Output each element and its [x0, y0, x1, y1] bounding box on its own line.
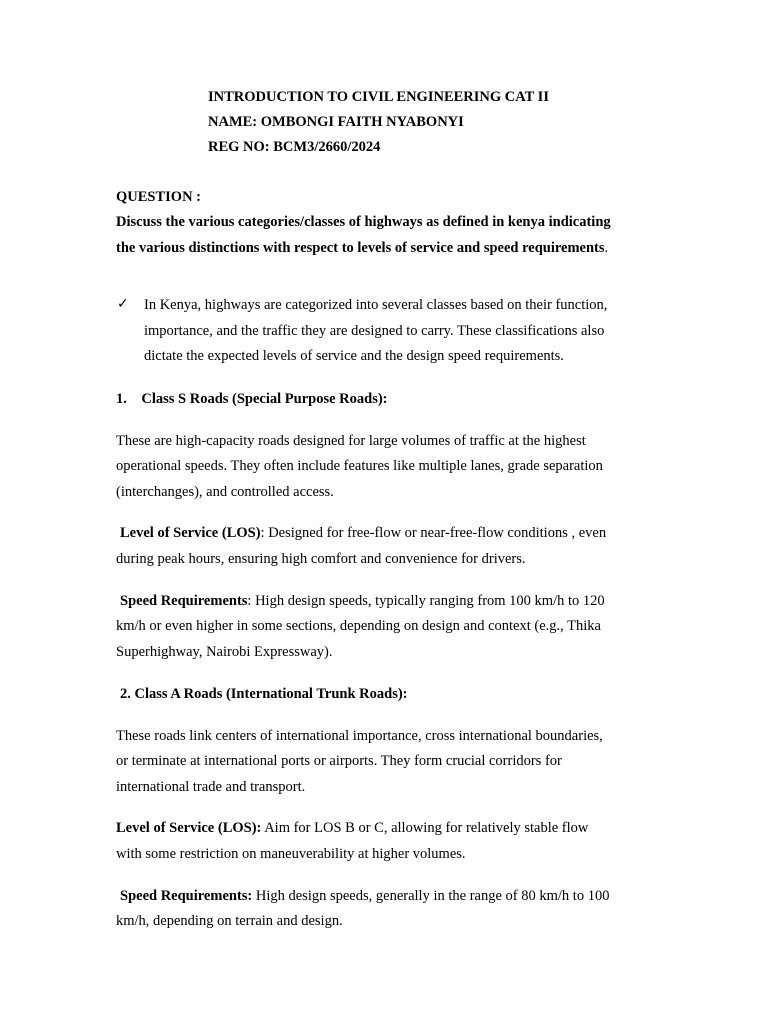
class-s-heading: 1. Class S Roads (Special Purpose Roads): — [116, 391, 388, 407]
class-a-speed-line-2: km/h, depending on terrain and design. — [116, 913, 343, 929]
class-s-los-line-2: during peak hours, ensuring high comfort and convenience for drivers. — [116, 551, 526, 567]
class-s-desc-line-1: These are high-capacity roads designed for large volumes of traffic at the highest — [116, 433, 586, 449]
class-s-speed-line-1: Speed Requirements: High design speeds, typically ranging from 100 km/h to 120 — [120, 593, 605, 609]
class-a-desc-line-2: or terminate at international ports or airports. They form crucial corridors for — [116, 753, 562, 769]
document-title: INTRODUCTION TO CIVIL ENGINEERING CAT II — [208, 89, 549, 105]
question-text-line-2: the various distinctions with respect to levels of service and speed requirements. — [116, 240, 609, 256]
class-a-heading: 2. Class A Roads (International Trunk Roads): — [120, 686, 408, 702]
class-s-los-label: Level of Service (LOS) — [120, 525, 261, 541]
class-s-speed-line-3: Superhighway, Nairobi Expressway). — [116, 644, 333, 660]
class-s-desc-line-3: (interchanges), and controlled access. — [116, 484, 334, 500]
question-text-line-1: Discuss the various categories/classes of highways as defined in kenya indicating — [116, 214, 611, 230]
registration-number: REG NO: BCM3/2660/2024 — [208, 139, 381, 155]
class-a-los-line-2: with some restriction on maneuverability at higher volumes. — [116, 846, 466, 862]
question-label: QUESTION : — [116, 189, 202, 205]
intro-line-1: In Kenya, highways are categorized into several classes based on their function, — [144, 297, 608, 313]
intro-line-3: dictate the expected levels of service and the design speed requirements. — [144, 348, 564, 364]
class-s-desc-line-2: operational speeds. They often include features like multiple lanes, grade separation — [116, 458, 603, 474]
class-a-speed-line-1: Speed Requirements: High design speeds, generally in the range of 80 km/h to 100 — [120, 888, 610, 904]
class-a-los-line-1: Level of Service (LOS): Aim for LOS B or C, allowing for relatively stable flow — [116, 820, 589, 836]
class-a-desc-line-3: international trade and transport. — [116, 779, 306, 795]
class-a-los-label: Level of Service (LOS): — [116, 820, 262, 836]
class-a-speed-label: Speed Requirements: — [120, 888, 253, 904]
class-s-speed-label: Speed Requirements — [120, 593, 248, 609]
class-s-speed-line-2: km/h or even higher in some sections, depending on design and context (e.g., Thika — [116, 618, 601, 634]
intro-line-2: importance, and the traffic they are designed to carry. These classifications also — [144, 323, 605, 339]
student-name: NAME: OMBONGI FAITH NYABONYI — [208, 114, 464, 130]
class-s-los-line-1: Level of Service (LOS): Designed for free-flow or near-free-flow conditions , even — [120, 525, 607, 541]
checkmark-icon: ✓ — [117, 296, 129, 312]
class-a-desc-line-1: These roads link centers of international importance, cross international boundaries, — [116, 728, 603, 744]
